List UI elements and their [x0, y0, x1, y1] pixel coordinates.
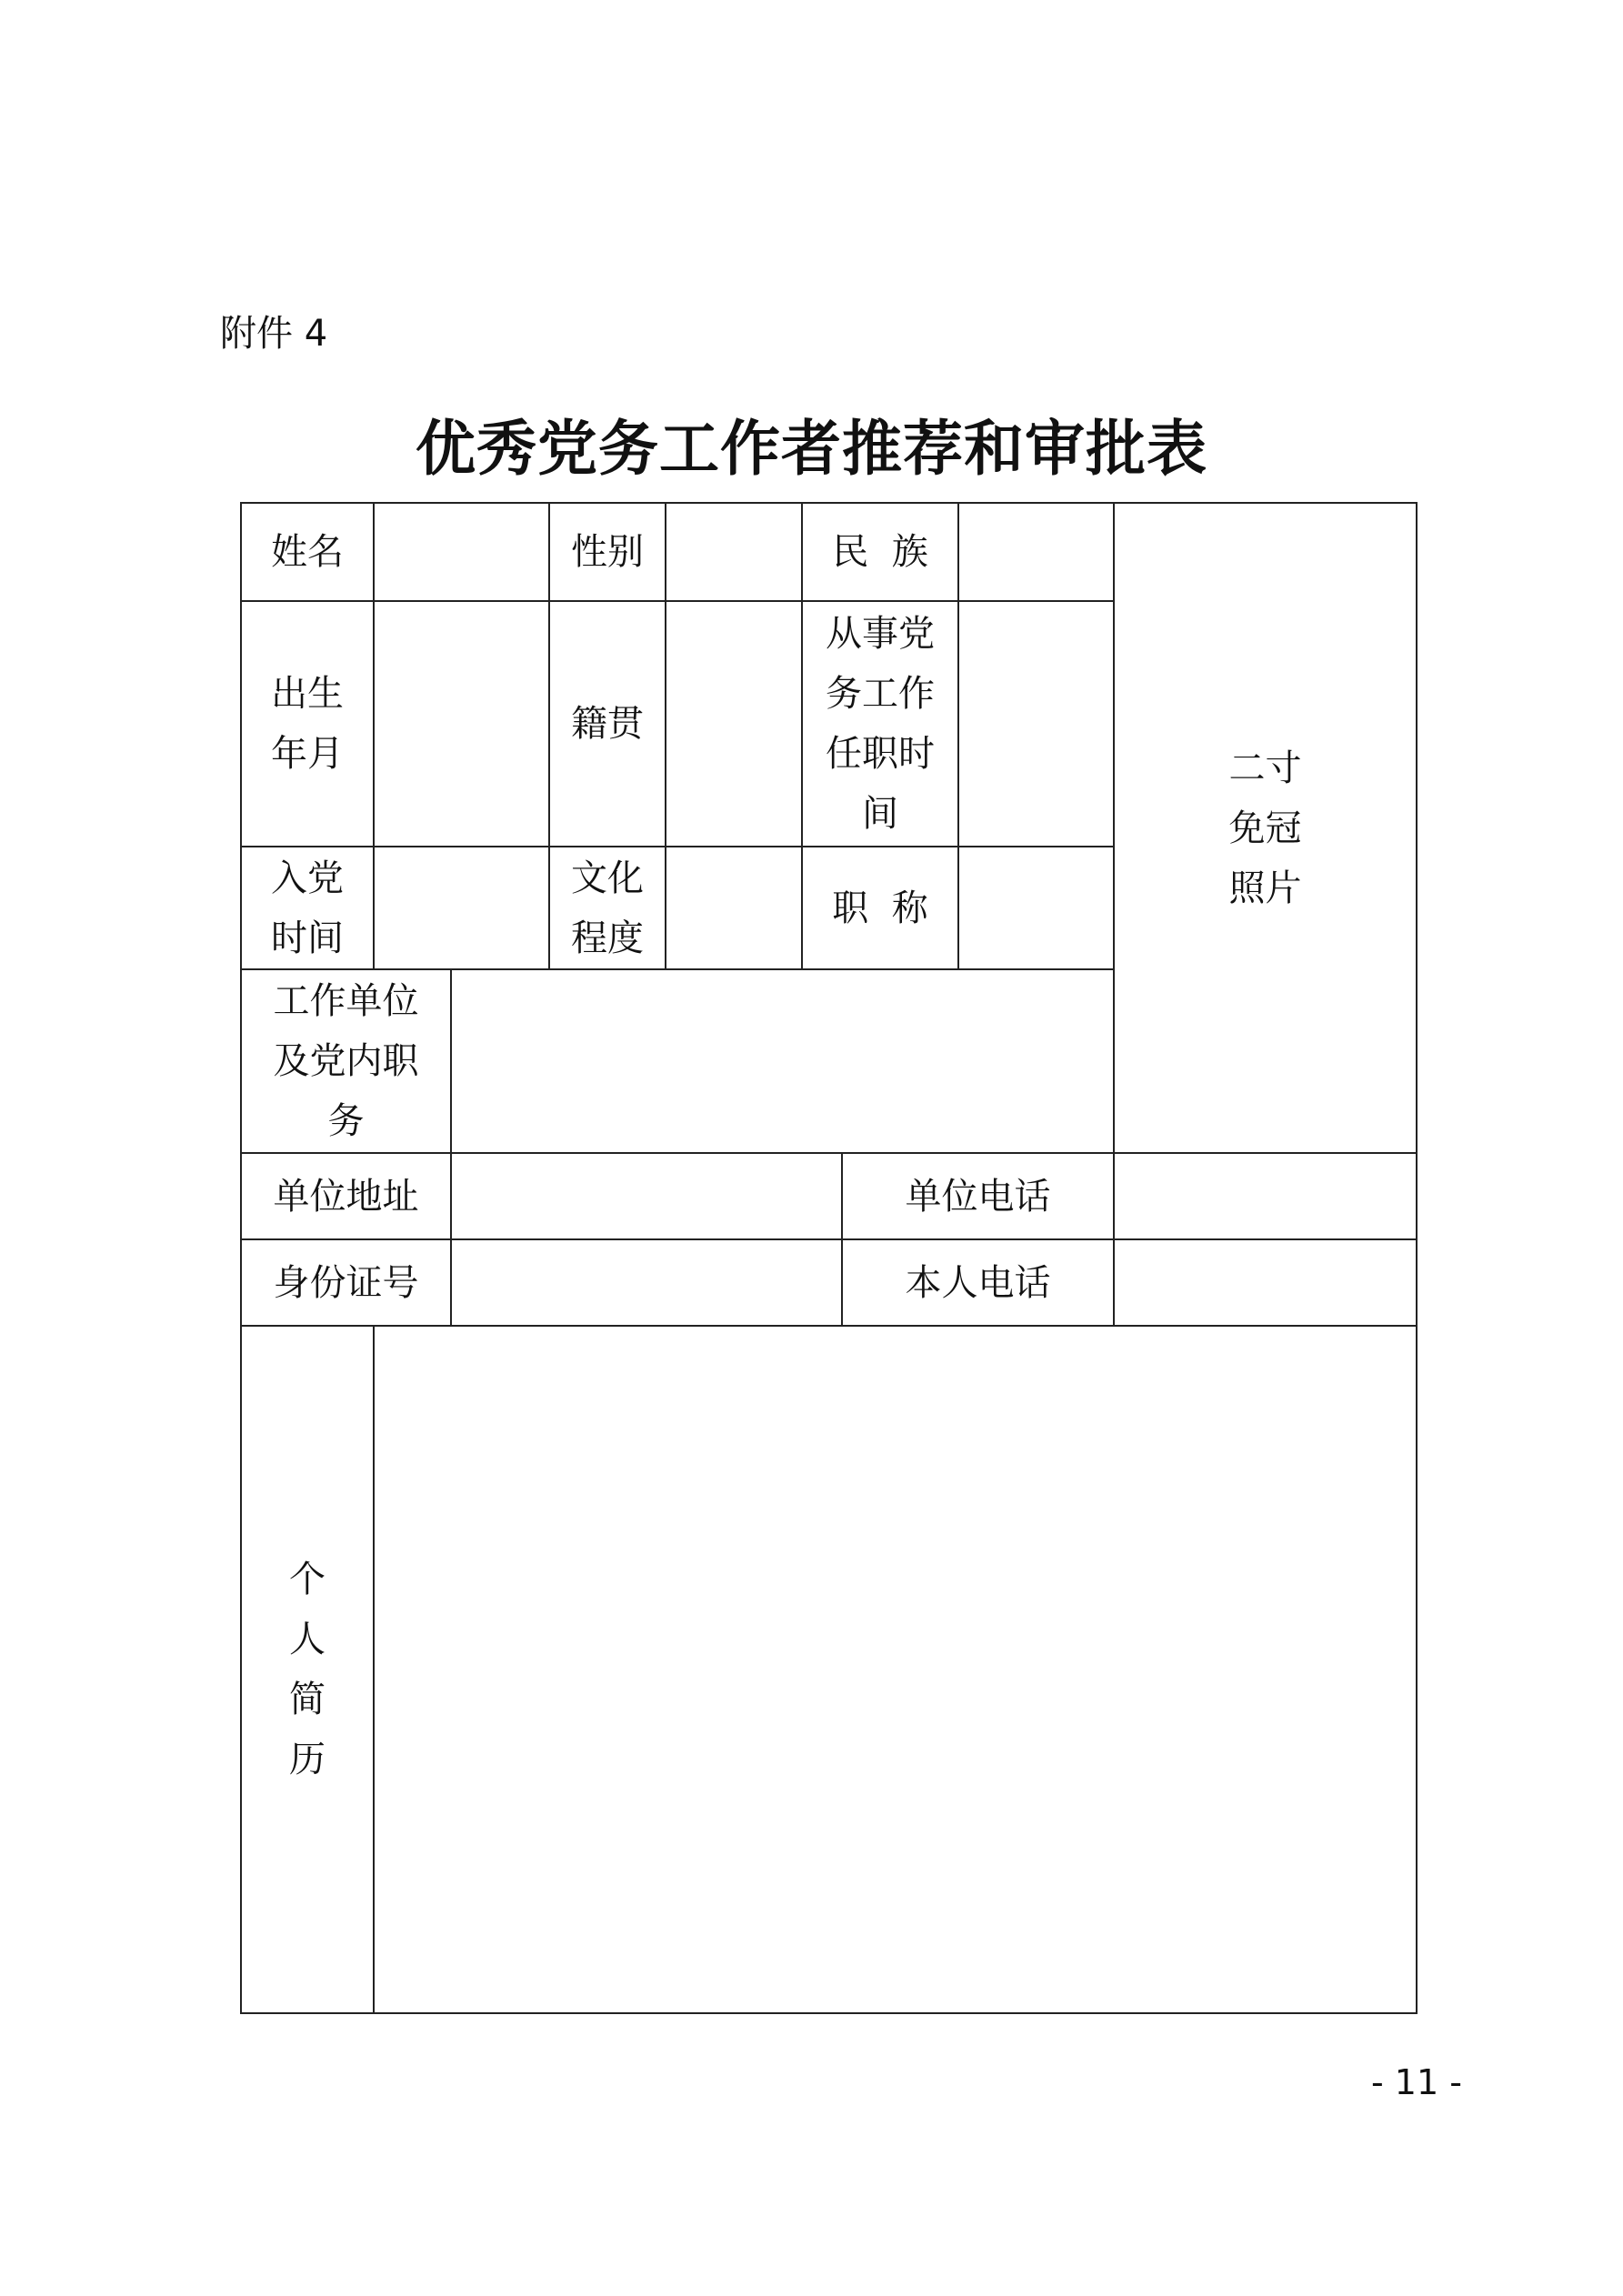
birth-label: 出生 年月 — [271, 673, 344, 775]
birth-field[interactable] — [375, 602, 548, 846]
unit-phone-label: 单位电话 — [905, 1175, 1051, 1218]
own-phone-field[interactable] — [1115, 1240, 1416, 1325]
own-phone-label: 本人电话 — [905, 1261, 1051, 1304]
gender-field[interactable] — [666, 504, 801, 600]
name-field[interactable] — [375, 504, 548, 600]
resume-label: 个 人 简 历 — [289, 1559, 326, 1780]
party-work-since-label: 从事党 务工作 任职时 间 — [826, 613, 935, 835]
ethnicity-label: 民 族 — [832, 531, 928, 573]
attachment-label: 附件 4 — [220, 313, 328, 355]
join-party-field[interactable] — [375, 847, 548, 968]
resume-field[interactable] — [375, 1327, 1416, 2012]
id-label: 身份证号 — [273, 1261, 419, 1304]
unit-phone-field[interactable] — [1115, 1154, 1416, 1238]
id-field[interactable] — [452, 1240, 841, 1325]
address-label: 单位地址 — [273, 1175, 419, 1218]
name-label: 姓名 — [271, 531, 344, 573]
education-label: 文化 程度 — [571, 857, 644, 959]
title-rank-field[interactable] — [959, 847, 1113, 968]
party-work-since-field[interactable] — [959, 602, 1113, 846]
employer-label: 工作单位 及党内职 务 — [273, 980, 419, 1142]
native-place-label: 籍贯 — [571, 703, 644, 745]
native-place-field[interactable] — [666, 602, 801, 846]
join-party-label: 入党 时间 — [271, 857, 344, 959]
address-field[interactable] — [452, 1154, 841, 1238]
ethnicity-field[interactable] — [959, 504, 1113, 600]
gender-label: 性别 — [571, 531, 644, 573]
employer-field[interactable] — [452, 970, 1113, 1152]
education-field[interactable] — [666, 847, 801, 968]
page-number: - 11 - — [1371, 2062, 1462, 2102]
row-line — [240, 2012, 1418, 2014]
title-rank-label: 职 称 — [832, 887, 928, 929]
col-line — [1416, 502, 1418, 2014]
photo-placeholder[interactable]: 二寸 免冠 照片 — [1228, 747, 1302, 909]
page-title: 优秀党务工作者推荐和审批表 — [416, 413, 1207, 484]
